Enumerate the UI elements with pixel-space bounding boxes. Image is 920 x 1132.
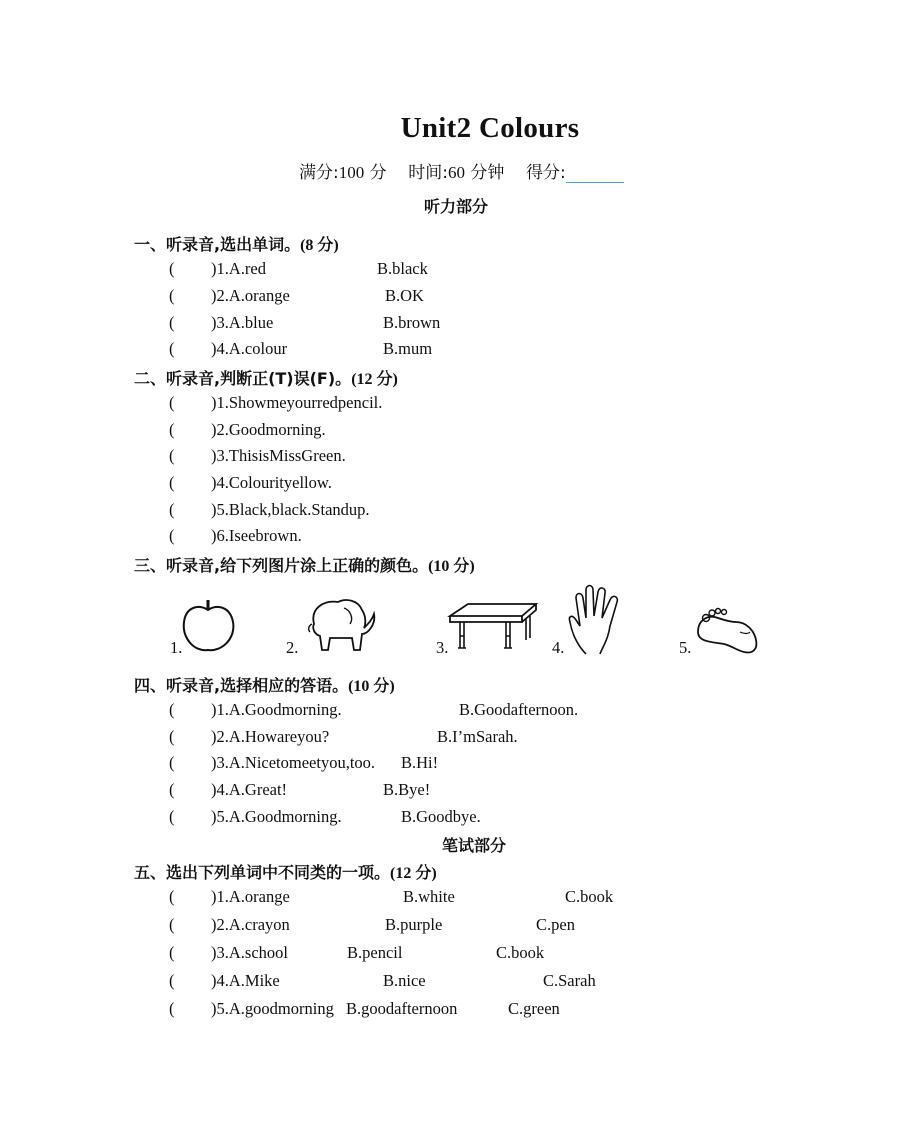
question-option-a: )4.A.colour xyxy=(211,339,288,358)
section-1-points: (8 分) xyxy=(300,237,339,254)
answer-paren[interactable]: ( xyxy=(169,700,175,719)
time-value: 60 xyxy=(448,163,465,182)
section-4-title: 四、听录音,选择相应的答语。 xyxy=(134,676,349,695)
statement: )5.Black,black.Standup. xyxy=(211,500,370,519)
answer-paren[interactable]: ( xyxy=(169,753,175,772)
picture-label-5: 5. xyxy=(679,638,692,657)
statement: )4.Colourityellow. xyxy=(211,473,332,492)
question-option-b: B.Hi! xyxy=(401,753,439,772)
statement: )1.Showmeyourredpencil. xyxy=(211,393,383,412)
answer-paren[interactable]: ( xyxy=(169,780,175,799)
picture-label-3: 3. xyxy=(436,638,449,657)
listening-heading: 听力部分 xyxy=(424,197,489,216)
section-1-title: 一、听录音,选出单词。 xyxy=(134,235,301,254)
question-option-b: B.OK xyxy=(385,286,424,305)
question-option-b: B.white xyxy=(403,887,455,906)
answer-paren[interactable]: ( xyxy=(169,526,175,545)
question-option-a: )4.A.Great! xyxy=(211,780,288,799)
question-option-a: )1.A.Goodmorning. xyxy=(211,700,342,719)
section-1-heading xyxy=(134,232,339,255)
answer-paren[interactable]: ( xyxy=(169,500,175,519)
answer-paren[interactable]: ( xyxy=(169,339,175,358)
question-option-b: B.goodafternoon xyxy=(346,999,458,1018)
full-score-value: 100 xyxy=(338,163,365,182)
statement: )6.Iseebrown. xyxy=(211,526,302,545)
section-3-heading xyxy=(134,553,475,576)
question-option-b: B.nice xyxy=(383,971,426,990)
section-2-title: 二、听录音,判断正(T)误(F)。 xyxy=(134,369,352,388)
question-option-a: )1.A.orange xyxy=(211,887,290,906)
section-2-points: (12 分) xyxy=(351,371,398,388)
question-option-a: )4.A.Mike xyxy=(211,971,280,990)
section-3-title: 三、听录音,给下列图片涂上正确的颜色。 xyxy=(134,556,429,575)
question-option-a: )3.A.school xyxy=(211,943,288,962)
picture-label-1: 1. xyxy=(170,638,183,657)
full-score-unit: 分 xyxy=(369,163,387,183)
question-option-a: )2.A.orange xyxy=(211,286,290,305)
section-4-points: (10 分) xyxy=(348,678,395,695)
score-info xyxy=(299,158,624,183)
question-option-c: C.book xyxy=(496,943,545,962)
question-option-b: B.black xyxy=(377,259,428,278)
question-option-b: B.I’mSarah. xyxy=(437,727,518,746)
question-option-b: B.purple xyxy=(385,915,443,934)
question-option-c: C.pen xyxy=(536,915,575,934)
section-3-points: (10 分) xyxy=(428,558,475,575)
question-option-a: )3.A.Nicetomeetyou,too. xyxy=(211,753,376,772)
answer-paren[interactable]: ( xyxy=(169,313,175,332)
question-option-b: B.mum xyxy=(383,339,433,358)
picture-label-2: 2. xyxy=(286,638,299,657)
answer-paren[interactable]: ( xyxy=(169,259,175,278)
section-5-points: (12 分) xyxy=(390,865,437,882)
picture-label-4: 4. xyxy=(552,638,565,657)
answer-paren[interactable]: ( xyxy=(169,393,175,412)
section-5-heading xyxy=(134,860,437,883)
hand-icon[interactable] xyxy=(566,584,626,656)
writing-heading: 笔试部分 xyxy=(442,836,507,855)
question-option-a: )5.A.goodmorning xyxy=(211,999,334,1018)
foot-icon[interactable] xyxy=(694,608,758,656)
answer-paren[interactable]: ( xyxy=(169,446,175,465)
statement: )2.Goodmorning. xyxy=(211,420,326,439)
section-2-heading xyxy=(134,366,398,389)
question-option-c: C.book xyxy=(565,887,614,906)
answer-paren[interactable]: ( xyxy=(169,971,175,990)
answer-paren[interactable]: ( xyxy=(169,943,175,962)
answer-paren[interactable]: ( xyxy=(169,420,175,439)
answer-paren[interactable]: ( xyxy=(169,887,175,906)
statement: )3.ThisisMissGreen. xyxy=(211,446,346,465)
answer-paren[interactable]: ( xyxy=(169,999,175,1018)
question-option-c: C.Sarah xyxy=(543,971,596,990)
answer-paren[interactable]: ( xyxy=(169,727,175,746)
question-option-a: )5.A.Goodmorning. xyxy=(211,807,342,826)
answer-paren[interactable]: ( xyxy=(169,286,175,305)
elephant-icon[interactable] xyxy=(304,594,378,656)
question-option-a: )3.A.blue xyxy=(211,313,274,332)
question-option-a: )1.A.red xyxy=(211,259,266,278)
section-4-heading xyxy=(134,673,395,696)
answer-paren[interactable]: ( xyxy=(169,915,175,934)
page-title: Unit2 Colours xyxy=(400,112,580,144)
time-unit: 分钟 xyxy=(470,163,505,183)
table-icon[interactable] xyxy=(448,602,538,654)
question-option-b: B.pencil xyxy=(347,943,403,962)
section-5-title: 五、选出下列单词中不同类的一项。 xyxy=(134,863,391,882)
answer-paren[interactable]: ( xyxy=(169,473,175,492)
full-score-label: 满分: xyxy=(299,163,339,183)
question-option-b: B.brown xyxy=(383,313,441,332)
answer-paren[interactable]: ( xyxy=(169,807,175,826)
question-option-b: B.Goodafternoon. xyxy=(459,700,579,719)
question-option-b: B.Bye! xyxy=(383,780,431,799)
question-option-b: B.Goodbye. xyxy=(401,807,481,826)
question-option-a: )2.A.Howareyou? xyxy=(211,727,330,746)
question-option-a: )2.A.crayon xyxy=(211,915,290,934)
score-blank[interactable] xyxy=(566,164,624,183)
apple-icon[interactable] xyxy=(180,598,238,656)
score-label: 得分: xyxy=(526,163,566,183)
question-option-c: C.green xyxy=(508,999,560,1018)
time-label: 时间: xyxy=(408,163,448,183)
